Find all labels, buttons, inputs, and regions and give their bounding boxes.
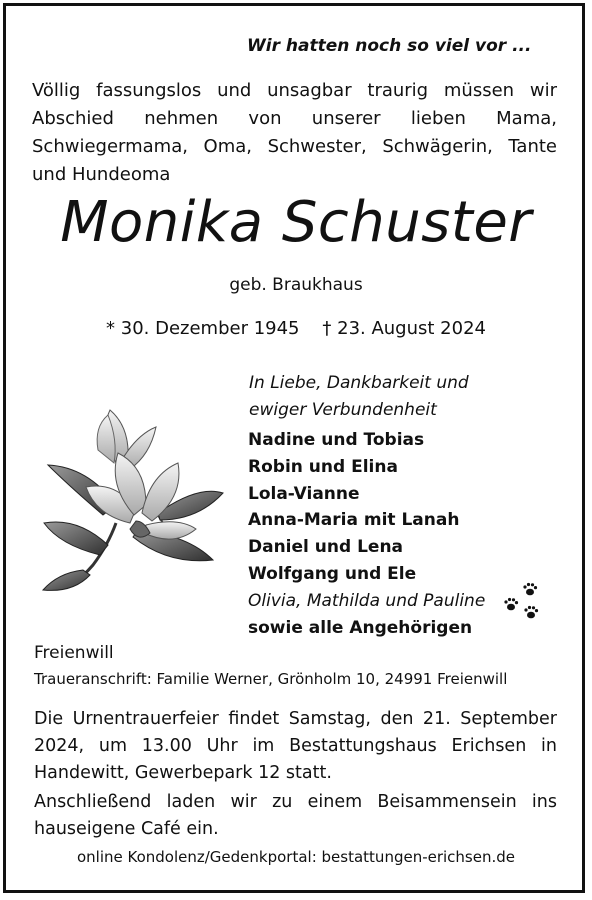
life-dates: * 30. Dezember 1945 † 23. August 2024: [106, 318, 486, 339]
intro-text: Völlig fassungslos und unsagbar traurig müssen wir Abschied nehmen von unserer lieben Mama, Schwiegermama, Oma, Schwester, Schwägerin, Tante und Hundeoma: [32, 80, 557, 185]
mourner-name: Lola-Vianne: [248, 483, 360, 504]
birth-name: geb. Braukhaus: [229, 275, 363, 295]
mourner-name: Anna-Maria mit Lanah: [248, 510, 460, 531]
mourning-address: Traueranschrift: Familie Werner, Grönholm 10, 24991 Freienwill: [34, 670, 508, 688]
deceased-name: Monika Schuster: [60, 190, 532, 255]
mourner-name: Nadine und Tobias: [248, 430, 425, 450]
relatives-line: sowie alle Angehörigen: [248, 617, 473, 638]
paw-prints-icon: [500, 582, 546, 622]
town: Freienwill: [34, 643, 114, 663]
motto: Wir hatten noch so viel vor ...: [247, 36, 532, 56]
mourners-list: [248, 427, 485, 641]
dedication: [249, 370, 469, 424]
pets-line: Olivia, Mathilda und Pauline: [248, 590, 486, 611]
ceremony-text: Die Urnentrauerfeier findet Samstag, den 21. September 2024, um 13.00 Uhr im Bestattungshaus Erichsen in Handewitt, Gewerbepark 12 statt.: [34, 709, 557, 783]
magnolia-flower-icon: [38, 405, 228, 595]
mourner-name: Wolfgang und Ele: [248, 563, 417, 584]
online-portal: online Kondolenz/Gedenkportal: bestattungen-erichsen.de: [76, 848, 516, 866]
dedication-line: ewiger Verbundenheit: [249, 400, 437, 420]
mourner-name: Robin und Elina: [248, 456, 398, 477]
dedication-line: In Liebe, Dankbarkeit und: [249, 373, 469, 393]
mourner-name: Daniel und Lena: [248, 537, 404, 558]
reception-text: Anschließend laden wir zu einem Beisammensein ins hauseigene Café ein.: [34, 792, 557, 839]
